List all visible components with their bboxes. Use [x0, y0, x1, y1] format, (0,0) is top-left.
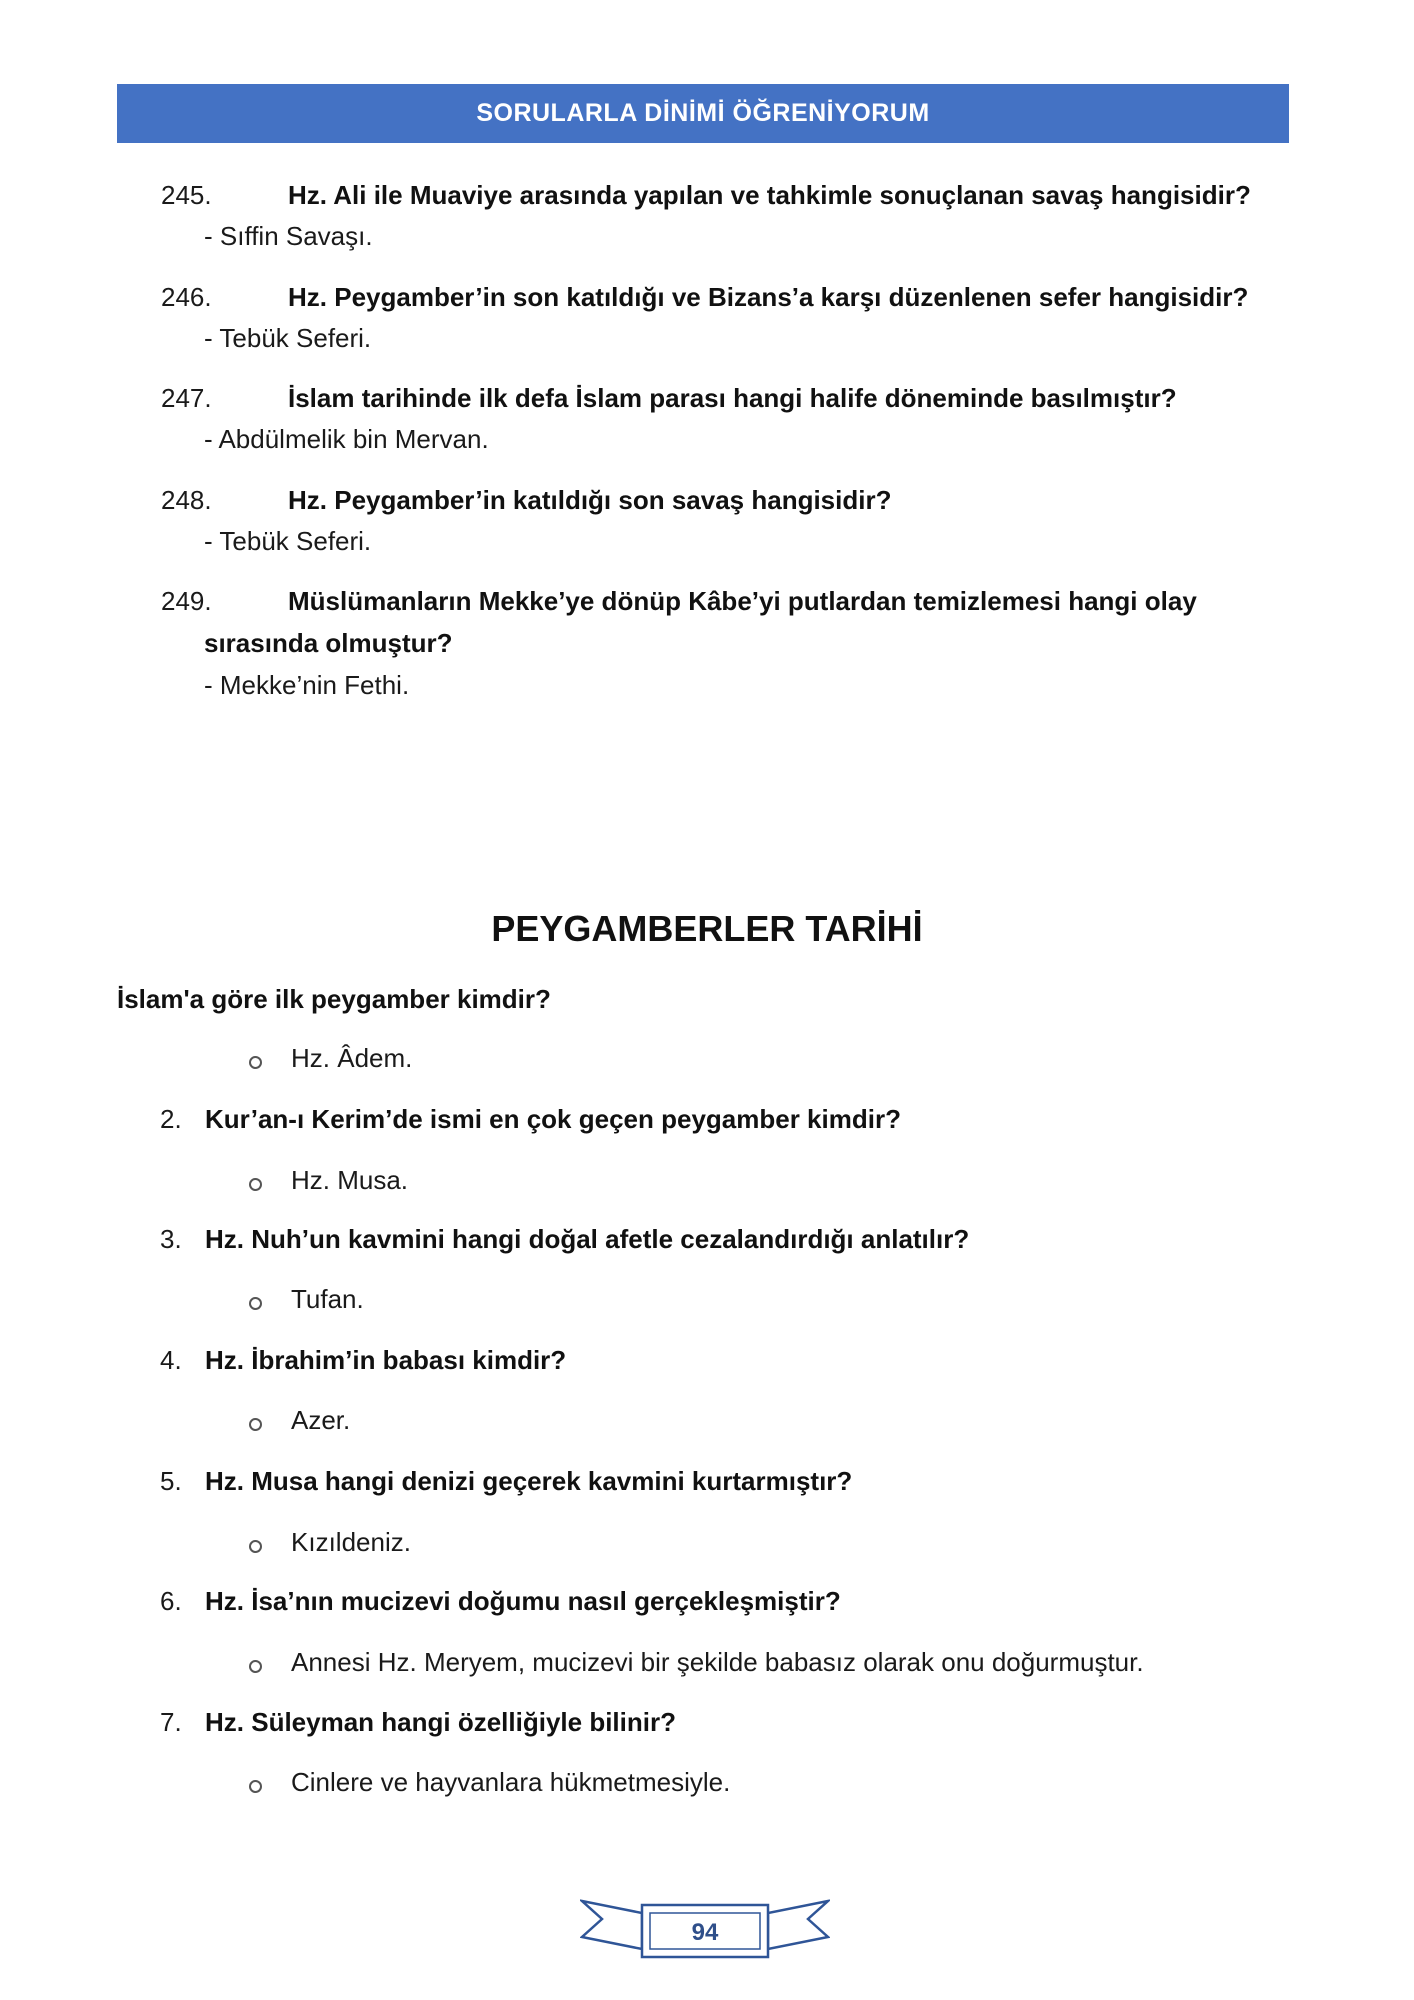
- answer-text: - Tebük Seferi.: [204, 526, 372, 556]
- item-answer: Kızıldeniz.: [291, 1527, 411, 1557]
- intro-question: İslam'a göre ilk peygamber kimdir?: [117, 984, 551, 1014]
- question-text: Hz. Peygamber’in son katıldığı ve Bizans’a karşı düzenlenen sefer hangisidir?: [288, 282, 1249, 312]
- answer-text: - Abdülmelik bin Mervan.: [204, 424, 489, 454]
- answer-text: - Mekke’nin Fethi.: [204, 670, 410, 700]
- item-number: 2.: [160, 1104, 182, 1134]
- circle-bullet-icon: [249, 1056, 262, 1069]
- question-number: 247.: [161, 383, 212, 413]
- question-text: Hz. Peygamber’in katıldığı son savaş hangisidir?: [288, 485, 892, 515]
- item-number: 6.: [160, 1586, 182, 1616]
- intro-answer: Hz. Âdem.: [291, 1043, 413, 1073]
- circle-bullet-icon: [249, 1780, 262, 1793]
- item-number: 4.: [160, 1345, 182, 1375]
- page-number-badge: [580, 1891, 830, 1961]
- question-number: 245.: [161, 180, 212, 210]
- item-answer: Tufan.: [291, 1284, 364, 1314]
- question-text: Müslümanların Mekke’ye dönüp Kâbe’yi putlardan temizlemesi hangi olay: [288, 586, 1197, 616]
- circle-bullet-icon: [249, 1297, 262, 1310]
- question-number: 248.: [161, 485, 212, 515]
- question-text-continued: sırasında olmuştur?: [204, 628, 453, 658]
- item-number: 7.: [160, 1707, 182, 1737]
- section-title: PEYGAMBERLER TARİHİ: [491, 908, 923, 949]
- question-number: 249.: [161, 586, 212, 616]
- page-number: 94: [691, 1919, 719, 1946]
- circle-bullet-icon: [249, 1540, 262, 1553]
- item-answer: Annesi Hz. Meryem, mucizevi bir şekilde babasız olarak onu doğurmuştur.: [291, 1647, 1144, 1677]
- answer-text: - Sıffin Savaşı.: [204, 221, 373, 251]
- item-answer: Hz. Musa.: [291, 1165, 409, 1195]
- answer-text: - Tebük Seferi.: [204, 323, 372, 353]
- item-number: 5.: [160, 1466, 182, 1496]
- circle-bullet-icon: [249, 1660, 262, 1673]
- item-answer: Cinlere ve hayvanlara hükmetmesiyle.: [291, 1767, 731, 1797]
- item-question: Kur’an-ı Kerim’de ismi en çok geçen peygamber kimdir?: [205, 1104, 901, 1134]
- item-question: Hz. Musa hangi denizi geçerek kavmini kurtarmıştır?: [205, 1466, 853, 1496]
- item-question: Hz. Nuh’un kavmini hangi doğal afetle cezalandırdığı anlatılır?: [205, 1224, 970, 1254]
- item-question: Hz. Süleyman hangi özelliğiyle bilinir?: [205, 1707, 676, 1737]
- circle-bullet-icon: [249, 1178, 262, 1191]
- question-text: Hz. Ali ile Muaviye arasında yapılan ve tahkimle sonuçlanan savaş hangisidir?: [288, 180, 1251, 210]
- question-text: İslam tarihinde ilk defa İslam parası hangi halife döneminde basılmıştır?: [288, 383, 1177, 413]
- circle-bullet-icon: [249, 1418, 262, 1431]
- item-question: Hz. İsa’nın mucizevi doğumu nasıl gerçekleşmiştir?: [205, 1586, 841, 1616]
- item-answer: Azer.: [291, 1405, 351, 1435]
- item-number: 3.: [160, 1224, 182, 1254]
- header-banner: [117, 84, 1289, 143]
- question-number: 246.: [161, 282, 212, 312]
- header-title: SORULARLA DİNİMİ ÖĞRENİYORUM: [476, 99, 930, 127]
- item-question: Hz. İbrahim’in babası kimdir?: [205, 1345, 567, 1375]
